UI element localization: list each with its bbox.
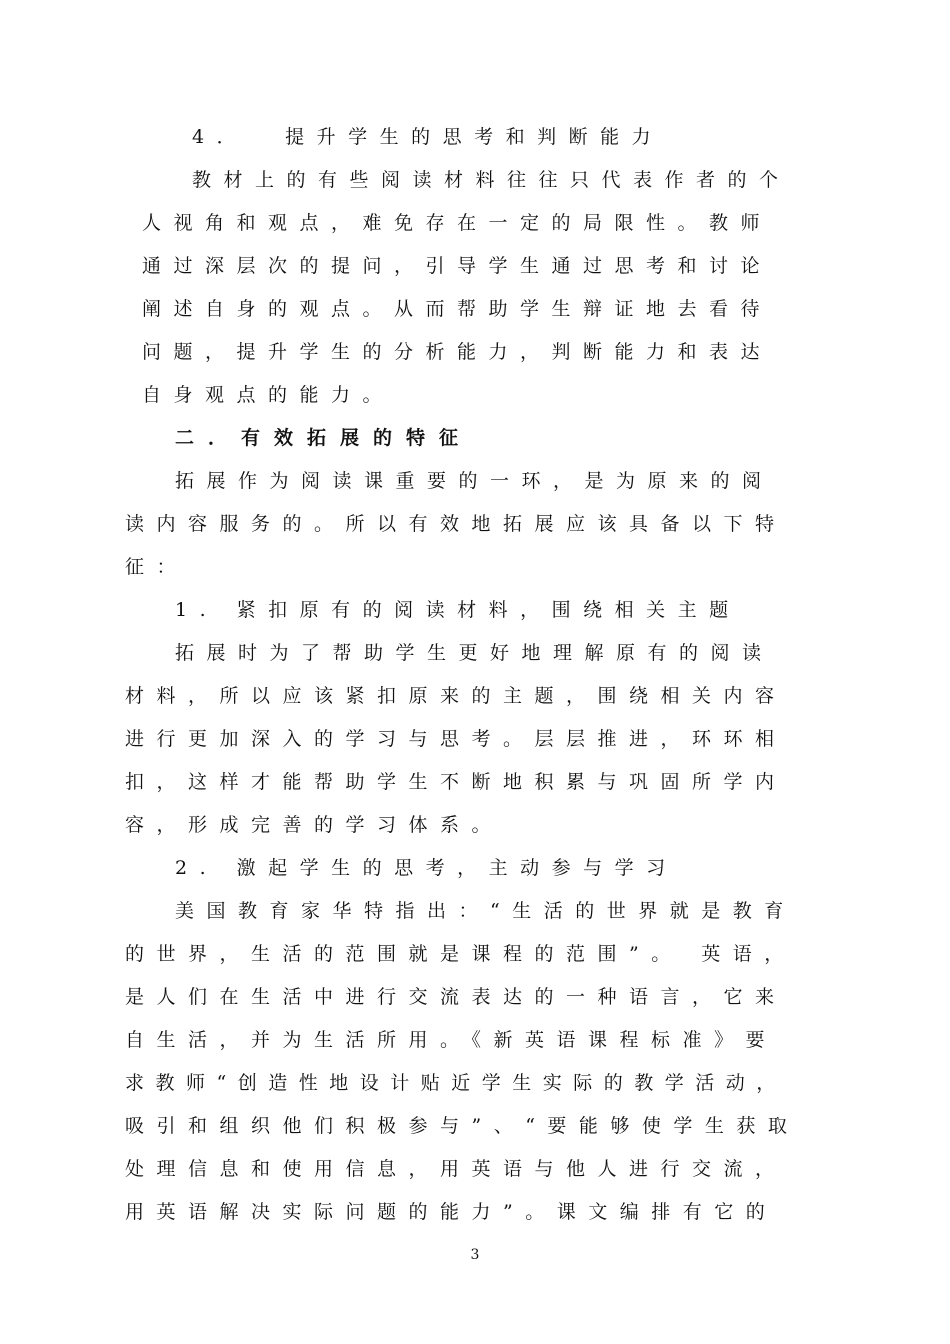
- paragraph-line: 教材上的有些阅读材料往往只代表作者的个: [192, 169, 791, 191]
- page-number: 3: [470, 1247, 480, 1263]
- paragraph-line: 用英语解决实际问题的能力”。课文编排有它的: [125, 1201, 778, 1223]
- paragraph-line: 容，形成完善的学习体系。: [125, 814, 504, 836]
- paragraph-line: 材料，所以应该紧扣原来的主题，围绕相关内容: [125, 685, 787, 707]
- paragraph-line: 处理信息和使用信息，用英语与他人进行交流，: [125, 1158, 787, 1180]
- paragraph-line: 读内容服务的。所以有效地拓展应该具备以下特: [125, 513, 787, 535]
- section-heading: 二．有效拓展的特征: [175, 427, 473, 449]
- paragraph-line: 人视角和观点，难免存在一定的局限性。教师: [142, 212, 773, 234]
- paragraph-line: 通过深层次的提问，引导学生通过思考和讨论: [142, 255, 773, 277]
- paragraph-line: 吸引和组织他们积极参与”、“要能够使学生获取: [125, 1115, 800, 1137]
- subheading-2: 2. 激起学生的思考，主动参与学习: [175, 857, 678, 879]
- paragraph-line: 自生活，并为生活所用。《新英语课程标准》要: [125, 1029, 778, 1051]
- paragraph-line: 自身观点的能力。: [142, 384, 395, 406]
- subheading-1: 1. 紧扣原有的阅读材料，围绕相关主题: [175, 599, 741, 621]
- paragraph-line: 阐述自身的观点。从而帮助学生辩证地去看待: [142, 298, 773, 320]
- paragraph-line: 是人们在生活中进行交流表达的一种语言，它来: [125, 986, 787, 1008]
- paragraph-line: 扣，这样才能帮助学生不断地积累与巩固所学内: [125, 771, 787, 793]
- paragraph-line: 进行更加深入的学习与思考。层层推进，环环相: [125, 728, 787, 750]
- paragraph-line: 拓展时为了帮助学生更好地理解原有的阅读: [175, 642, 774, 664]
- paragraph-line: 问题，提升学生的分析能力，判断能力和表达: [142, 341, 773, 363]
- subheading-4: 4． 提升学生的思考和判断能力: [192, 126, 664, 148]
- paragraph-line: 拓展作为阅读课重要的一环，是为原来的阅: [175, 470, 774, 492]
- paragraph-line: 求教师“创造性地设计贴近学生实际的教学活动，: [125, 1072, 787, 1094]
- paragraph-line: 的世界，生活的范围就是课程的范围”。 英语，: [125, 943, 796, 965]
- paragraph-line: 美国教育家华特指出：“生活的世界就是教育: [175, 900, 796, 922]
- paragraph-line: 征：: [125, 556, 189, 578]
